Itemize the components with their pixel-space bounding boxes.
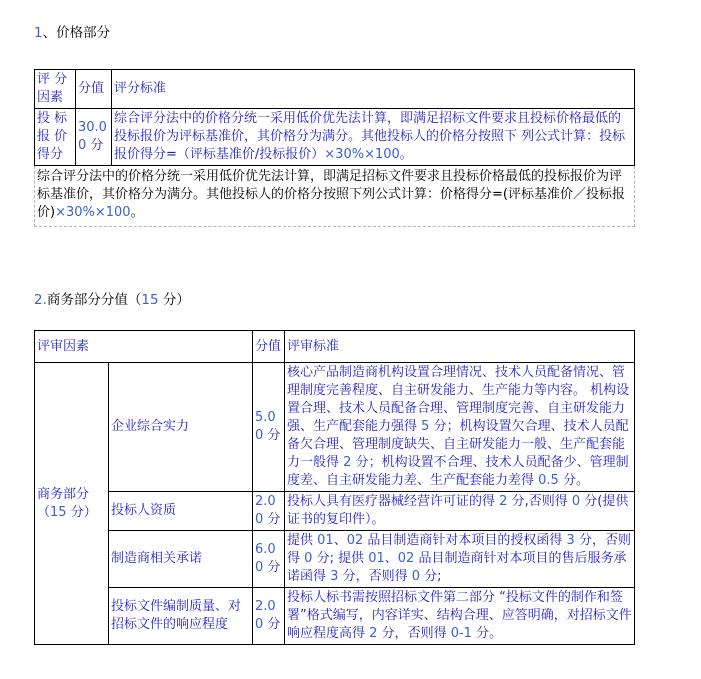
table-row bbox=[35, 492, 635, 531]
score-cell: 2.00 分 bbox=[253, 588, 285, 645]
business-group-cell: 商务部分 （15 分） bbox=[35, 363, 109, 645]
criteria-cell: 核心产品制造商机构设置合理情况、技术人员配备情况、管理制度完善程度、自主研发能力、生产能力等内容。 机构设置合理、技术人员配备合理、管理制度完善、自主研发能力强、生产配套能力强得 5 分；机构设置欠合理、技术人员配备欠合理、管理制度缺失、自主研发能力一般、生产配套能力一般得 2 分；机构设置不合理、技术人员配备少、管理制度差、自主研发能力差、生产配套能力差得 0.5 分。 bbox=[285, 363, 635, 492]
score-cell: 5.00 分 bbox=[253, 363, 285, 492]
business-header-criteria: 评审标准 bbox=[285, 331, 635, 363]
price-header-factor: 评 分因素 bbox=[35, 70, 76, 109]
factor-cell: 投标文件编制质量、对招标文件的响应程度 bbox=[109, 588, 253, 645]
price-header-score: 分值 bbox=[76, 70, 112, 109]
factor-cell: 企业综合实力 bbox=[109, 363, 253, 492]
criteria-cell: 提供 01、02 品目制造商针对本项目的授权函得 3 分，否则得 0 分; 提供 01、02 品目制造商针对本项目的售后服务承诺函得 3 分，否则得 0 分; bbox=[285, 531, 635, 588]
table-row bbox=[35, 588, 635, 645]
price-score-table bbox=[34, 69, 635, 166]
section2-heading: 2.商务部分分值（15 分） bbox=[34, 292, 190, 308]
price-table-row bbox=[35, 109, 635, 166]
business-header-score: 分值 bbox=[253, 331, 285, 363]
business-score-table bbox=[34, 330, 635, 645]
criteria-cell: 投标人具有医疗器械经营许可证的得 2 分,否则得 0 分(提供证书的复印件）。 bbox=[285, 492, 635, 531]
price-table-header-row bbox=[35, 70, 635, 109]
section1-heading: 1、价格部分 bbox=[34, 25, 111, 41]
business-table-header-row bbox=[35, 331, 635, 363]
table-row bbox=[35, 363, 635, 492]
criteria-cell: 投标人标书需按照招标文件第二部分 “投标文件的制作和签署”格式编写，内容详实、结构合理、应答明确，对招标文件响应程度高得 2 分，否则得 0-1 分。 bbox=[285, 588, 635, 645]
document-page bbox=[34, 24, 635, 645]
factor-cell: 投标人资质 bbox=[109, 492, 253, 531]
table-row bbox=[35, 531, 635, 588]
price-criteria-cell: 综合评分法中的价格分统一采用低价优先法计算，即满足招标文件要求且投标价格最低的投标报价为评标基准价，其价格分为满分。其他投标人的价格分按照下 列公式计算：投标报价得分=（评标基准价/投标报价）×30%×100。 bbox=[112, 109, 635, 166]
factor-cell: 制造商相关承诺 bbox=[109, 531, 253, 588]
price-method-note: 综合评分法中的价格分统一采用低价优先法计算，即满足招标文件要求且投标价格最低的投标报价为评标基准价，其价格分为满分。其他投标人的价格分按照下列公式计算：价格得分=(评标基准价／投标报价)×30%×100。 bbox=[34, 166, 635, 227]
score-cell: 6.00 分 bbox=[253, 531, 285, 588]
score-cell: 2.00 分 bbox=[253, 492, 285, 531]
price-factor-cell: 投 标报 价得分 bbox=[35, 109, 76, 166]
price-header-criteria: 评分标准 bbox=[112, 70, 635, 109]
price-score-cell: 30.00 分 bbox=[76, 109, 112, 166]
business-header-factor: 评审因素 bbox=[35, 331, 253, 363]
